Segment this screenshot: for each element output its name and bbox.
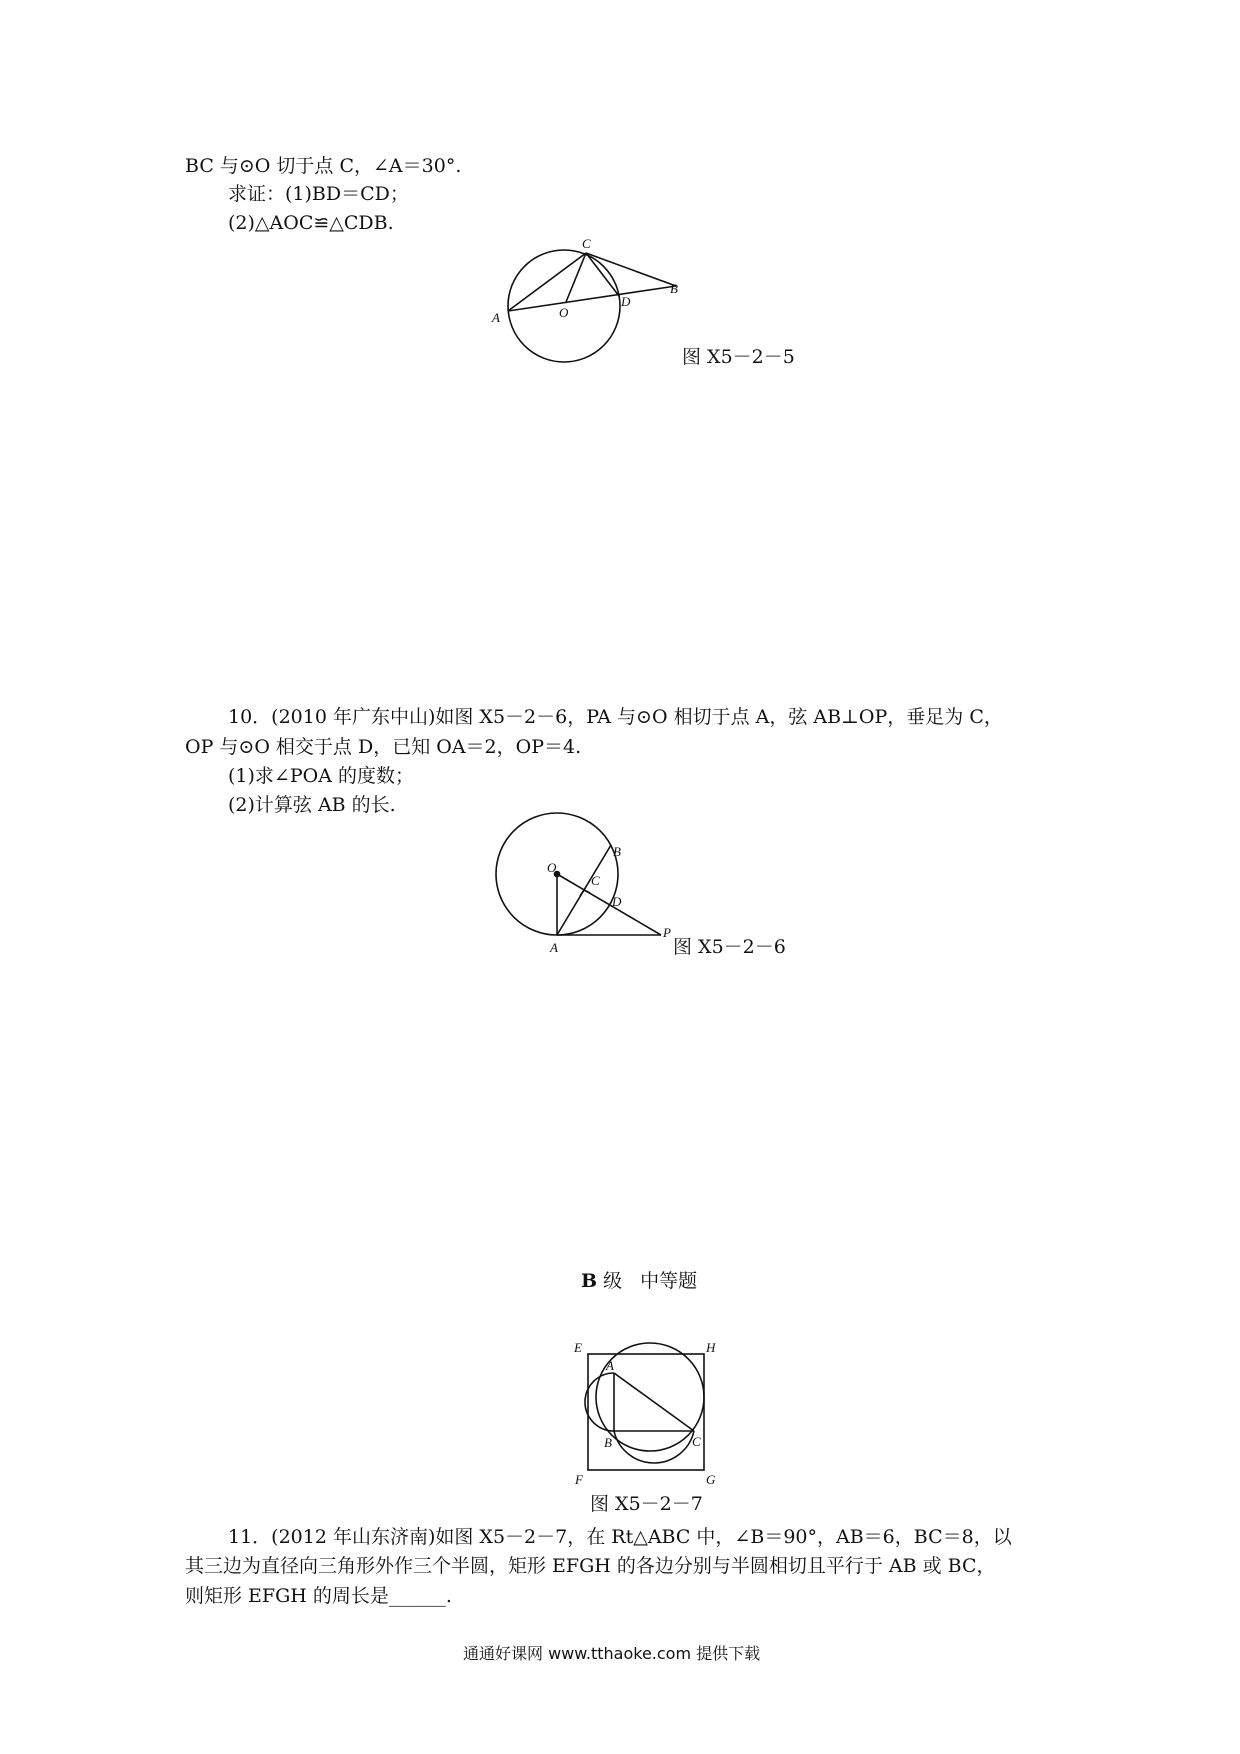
point-label-a: A [550, 940, 558, 955]
point-label-c: C [692, 1434, 701, 1449]
problem9-line3: (2)△AOC≌△CDB. [228, 212, 394, 234]
point-label-p: P [663, 925, 671, 940]
problem11-line1: 11．(2012 年山东济南)如图 X5－2－7，在 Rt△ABC 中，∠B＝90°，AB＝6，BC＝8，以 [228, 1526, 1012, 1548]
page-footer: 通通好课网 www.tthaoke.com 提供下载 [463, 1644, 761, 1663]
point-label-c: C [591, 873, 600, 888]
problem9-line2: 求证：(1)BD＝CD； [228, 183, 409, 205]
figure-caption-x5-2-7: 图 X5－2－7 [590, 1493, 703, 1515]
segment-ac [614, 1373, 694, 1431]
point-label-o: O [547, 860, 557, 875]
section-level-text: 级 [603, 1270, 623, 1292]
problem11-line3: 则矩形 EFGH 的周长是______. [185, 1585, 452, 1607]
section-level: B [581, 1270, 598, 1292]
point-label-h: H [706, 1340, 716, 1355]
semicircle-bc [614, 1431, 694, 1463]
figure-caption-x5-2-5: 图 X5－2－5 [682, 346, 795, 368]
figure-caption-x5-2-6: 图 X5－2－6 [673, 936, 786, 958]
problem10-line3: (1)求∠POA 的度数； [228, 765, 414, 787]
point-label-d: D [612, 894, 622, 909]
point-label-b: B [670, 281, 678, 296]
point-label-f: F [575, 1472, 583, 1487]
point-label-b: B [604, 1435, 612, 1450]
semicircle-ab [585, 1373, 614, 1431]
point-label-d: D [621, 294, 631, 309]
problem10-line1: 10．(2010 年广东中山)如图 X5－2－6，PA 与⊙O 相切于点 A，弦 AB⊥OP，垂足为 C， [228, 706, 1003, 728]
problem10-line4: (2)计算弦 AB 的长. [228, 794, 396, 816]
point-label-o: O [559, 305, 569, 320]
problem9-line1: BC 与⊙O 切于点 C，∠A＝30°. [185, 155, 462, 177]
point-label-a: A [492, 310, 500, 325]
problem10-line2: OP 与⊙O 相交于点 D，已知 OA＝2，OP＝4. [185, 736, 582, 758]
section-title: 中等题 [640, 1270, 698, 1292]
point-label-a: A [606, 1358, 614, 1373]
problem11-line2: 其三边为直径向三角形外作三个半圆，矩形 EFGH 的各边分别与半圆相切且平行于 AB 或 BC， [185, 1555, 996, 1577]
point-label-b: B [613, 844, 621, 859]
point-label-e: E [574, 1340, 582, 1355]
point-label-c: C [582, 236, 591, 251]
point-label-g: G [706, 1472, 716, 1487]
